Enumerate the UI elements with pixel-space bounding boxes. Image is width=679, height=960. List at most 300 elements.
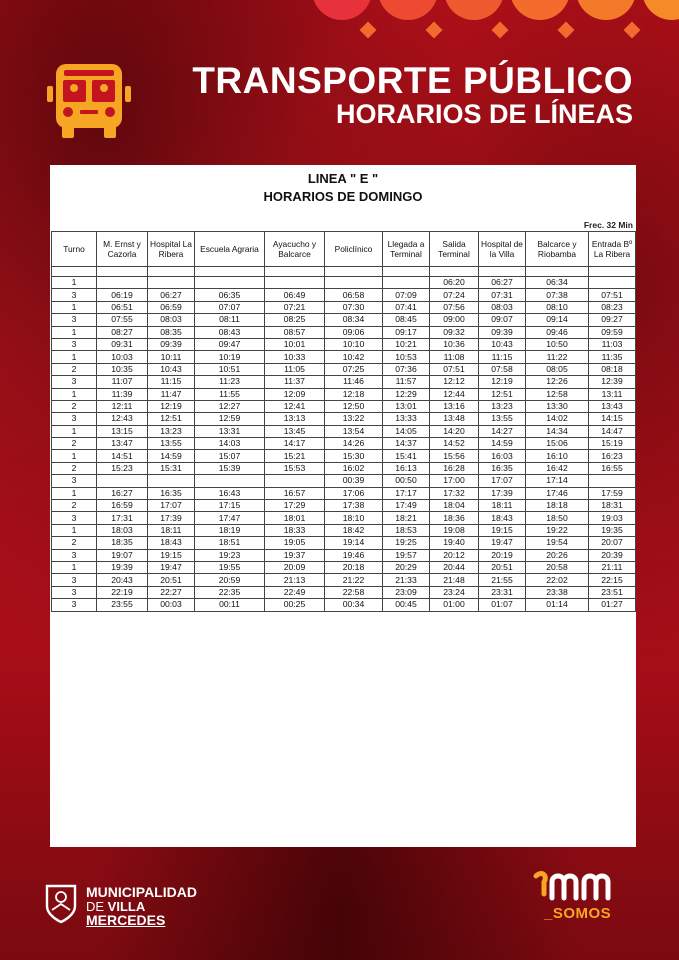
time-cell: 11:15 (148, 376, 195, 388)
time-cell: 20:58 (526, 561, 589, 573)
turno-cell: 1 (52, 326, 97, 338)
time-cell: 07:09 (383, 289, 430, 301)
time-cell: 12:43 (97, 413, 148, 425)
time-cell: 22:15 (589, 574, 636, 586)
time-cell: 10:33 (265, 351, 325, 363)
time-cell: 06:49 (265, 289, 325, 301)
turno-cell: 1 (52, 277, 97, 289)
schedule-card (50, 165, 636, 847)
turno-cell: 2 (52, 537, 97, 549)
time-cell: 14:52 (430, 438, 479, 450)
time-cell: 20:09 (265, 561, 325, 573)
municipality-seal-icon (44, 882, 78, 924)
time-cell (195, 277, 265, 289)
time-cell (148, 475, 195, 487)
time-cell: 07:25 (325, 363, 383, 375)
time-cell: 22:49 (265, 586, 325, 598)
time-cell: 12:09 (265, 388, 325, 400)
time-cell: 07:30 (325, 301, 383, 313)
time-cell: 18:33 (265, 524, 325, 536)
time-cell: 10:50 (526, 338, 589, 350)
time-cell: 12:51 (479, 388, 526, 400)
time-cell: 17:31 (97, 512, 148, 524)
empty-cell (479, 267, 526, 277)
time-cell: 14:02 (526, 413, 589, 425)
somos-logo (532, 868, 636, 928)
time-cell: 13:43 (589, 400, 636, 412)
decor-diamond (360, 22, 377, 39)
decor-circle (510, 0, 570, 20)
time-cell: 19:23 (195, 549, 265, 561)
turno-cell: 1 (52, 524, 97, 536)
time-cell: 06:27 (148, 289, 195, 301)
time-cell: 18:11 (148, 524, 195, 536)
time-cell: 19:05 (265, 537, 325, 549)
time-cell: 18:42 (325, 524, 383, 536)
time-cell: 17:39 (148, 512, 195, 524)
empty-cell (52, 267, 97, 277)
time-cell: 07:51 (589, 289, 636, 301)
turno-cell: 3 (52, 413, 97, 425)
time-cell (383, 277, 430, 289)
column-header: Hospital de la Villa (479, 232, 526, 267)
time-cell: 21:33 (383, 574, 430, 586)
time-cell: 09:39 (148, 338, 195, 350)
time-cell: 18:04 (430, 500, 479, 512)
column-header: Llegada a Terminal (383, 232, 430, 267)
time-cell (325, 277, 383, 289)
time-cell: 16:59 (97, 500, 148, 512)
table-row (52, 338, 636, 350)
time-cell: 13:30 (526, 400, 589, 412)
time-cell: 11:15 (479, 351, 526, 363)
frequency-label: Frec. 32 Min (583, 220, 633, 230)
time-cell: 10:11 (148, 351, 195, 363)
time-cell: 09:47 (195, 338, 265, 350)
time-cell: 12:19 (148, 400, 195, 412)
time-cell: 16:10 (526, 450, 589, 462)
time-cell: 18:53 (383, 524, 430, 536)
time-cell: 20:43 (97, 574, 148, 586)
empty-cell (97, 267, 148, 277)
time-cell: 11:35 (589, 351, 636, 363)
time-cell: 16:23 (589, 450, 636, 462)
time-cell: 09:06 (325, 326, 383, 338)
time-cell: 22:02 (526, 574, 589, 586)
time-cell: 08:57 (265, 326, 325, 338)
time-cell: 16:27 (97, 487, 148, 499)
time-cell: 19:25 (383, 537, 430, 549)
time-cell: 21:13 (265, 574, 325, 586)
time-cell: 08:25 (265, 314, 325, 326)
table-row (52, 500, 636, 512)
somos-text: SOMOS (552, 905, 612, 922)
time-cell: 19:57 (383, 549, 430, 561)
time-cell: 06:27 (479, 277, 526, 289)
time-cell: 08:03 (148, 314, 195, 326)
time-cell: 22:27 (148, 586, 195, 598)
time-cell (265, 475, 325, 487)
time-cell: 19:14 (325, 537, 383, 549)
time-cell: 19:47 (479, 537, 526, 549)
time-cell: 12:26 (526, 376, 589, 388)
time-cell: 20:59 (195, 574, 265, 586)
decor-diamond (624, 22, 641, 39)
time-cell: 06:35 (195, 289, 265, 301)
time-cell: 10:21 (383, 338, 430, 350)
time-cell: 10:01 (265, 338, 325, 350)
empty-cell (265, 267, 325, 277)
time-cell: 09:46 (526, 326, 589, 338)
time-cell: 15:31 (148, 462, 195, 474)
time-cell (97, 475, 148, 487)
table-row (52, 400, 636, 412)
empty-cell (195, 267, 265, 277)
time-cell: 19:07 (97, 549, 148, 561)
time-cell: 16:02 (325, 462, 383, 474)
time-cell: 09:39 (479, 326, 526, 338)
time-cell: 13:22 (325, 413, 383, 425)
table-row (52, 487, 636, 499)
time-cell: 14:47 (589, 425, 636, 437)
time-cell: 20:51 (148, 574, 195, 586)
time-cell: 07:55 (97, 314, 148, 326)
empty-cell (148, 267, 195, 277)
time-cell: 17:38 (325, 500, 383, 512)
time-cell: 07:07 (195, 301, 265, 313)
time-cell: 13:15 (97, 425, 148, 437)
time-cell: 12:19 (479, 376, 526, 388)
time-cell: 11:37 (265, 376, 325, 388)
time-cell: 11:05 (265, 363, 325, 375)
time-cell: 00:34 (325, 599, 383, 611)
time-cell: 00:39 (325, 475, 383, 487)
empty-cell (526, 267, 589, 277)
time-cell: 19:35 (589, 524, 636, 536)
time-cell: 20:39 (589, 549, 636, 561)
table-row (52, 561, 636, 573)
turno-cell: 3 (52, 599, 97, 611)
time-cell: 15:23 (97, 462, 148, 474)
time-cell: 06:59 (148, 301, 195, 313)
time-cell: 18:43 (479, 512, 526, 524)
time-cell: 18:31 (589, 500, 636, 512)
time-cell: 01:14 (526, 599, 589, 611)
time-cell: 18:43 (148, 537, 195, 549)
time-cell: 15:30 (325, 450, 383, 462)
turno-cell: 1 (52, 450, 97, 462)
time-cell: 12:11 (97, 400, 148, 412)
time-cell: 08:11 (195, 314, 265, 326)
time-cell: 14:34 (526, 425, 589, 437)
time-cell (148, 277, 195, 289)
turno-cell: 1 (52, 561, 97, 573)
time-cell: 17:59 (589, 487, 636, 499)
column-header: Turno (52, 232, 97, 267)
time-cell: 20:26 (526, 549, 589, 561)
municipality-prefix: DE (86, 899, 108, 914)
time-cell: 14:59 (479, 438, 526, 450)
municipality-villa: VILLA (107, 899, 146, 914)
page-subtitle: HORARIOS DE LÍNEAS (335, 99, 633, 129)
time-cell: 15:19 (589, 438, 636, 450)
time-cell: 07:36 (383, 363, 430, 375)
time-cell: 17:15 (195, 500, 265, 512)
empty-cell (383, 267, 430, 277)
time-cell: 15:56 (430, 450, 479, 462)
time-cell: 14:03 (195, 438, 265, 450)
time-cell: 15:41 (383, 450, 430, 462)
turno-cell: 3 (52, 549, 97, 561)
turno-cell: 1 (52, 351, 97, 363)
time-cell: 23:24 (430, 586, 479, 598)
time-cell: 08:10 (526, 301, 589, 313)
time-cell: 01:27 (589, 599, 636, 611)
time-cell: 17:06 (325, 487, 383, 499)
time-cell: 21:55 (479, 574, 526, 586)
time-cell: 18:03 (97, 524, 148, 536)
time-cell: 23:51 (589, 586, 636, 598)
time-cell: 19:39 (97, 561, 148, 573)
time-cell: 06:58 (325, 289, 383, 301)
turno-cell: 2 (52, 400, 97, 412)
time-cell: 19:37 (265, 549, 325, 561)
time-cell: 19:47 (148, 561, 195, 573)
column-header: Salida Terminal (430, 232, 479, 267)
time-cell: 13:01 (383, 400, 430, 412)
time-cell: 21:11 (589, 561, 636, 573)
time-cell: 19:55 (195, 561, 265, 573)
time-cell: 13:54 (325, 425, 383, 437)
time-cell: 12:29 (383, 388, 430, 400)
time-cell: 12:58 (526, 388, 589, 400)
time-cell: 09:14 (526, 314, 589, 326)
time-cell: 13:11 (589, 388, 636, 400)
time-cell: 17:49 (383, 500, 430, 512)
time-cell: 23:09 (383, 586, 430, 598)
time-cell: 22:19 (97, 586, 148, 598)
decor-circle (444, 0, 504, 20)
table-row (52, 363, 636, 375)
table-row (52, 413, 636, 425)
time-cell: 17:00 (430, 475, 479, 487)
time-cell: 13:48 (430, 413, 479, 425)
time-cell: 09:59 (589, 326, 636, 338)
time-cell: 21:48 (430, 574, 479, 586)
time-cell: 09:31 (97, 338, 148, 350)
time-cell: 18:36 (430, 512, 479, 524)
table-row (52, 277, 636, 289)
time-cell: 18:21 (383, 512, 430, 524)
time-cell: 17:32 (430, 487, 479, 499)
time-cell: 11:46 (325, 376, 383, 388)
time-cell: 18:50 (526, 512, 589, 524)
turno-cell: 3 (52, 314, 97, 326)
turno-cell: 2 (52, 500, 97, 512)
time-cell: 12:39 (589, 376, 636, 388)
decor-diamond (492, 22, 509, 39)
turno-cell: 3 (52, 376, 97, 388)
time-cell: 19:08 (430, 524, 479, 536)
time-cell: 07:58 (479, 363, 526, 375)
time-cell: 14:27 (479, 425, 526, 437)
turno-cell: 1 (52, 487, 97, 499)
time-cell: 07:56 (430, 301, 479, 313)
time-cell: 08:23 (589, 301, 636, 313)
schedule-title: HORARIOS DE DOMINGO (263, 189, 423, 204)
time-cell: 06:34 (526, 277, 589, 289)
time-cell: 16:57 (265, 487, 325, 499)
time-cell: 10:19 (195, 351, 265, 363)
decor-circle (312, 0, 372, 20)
time-cell: 18:35 (97, 537, 148, 549)
table-row (52, 326, 636, 338)
time-cell: 22:58 (325, 586, 383, 598)
time-cell: 18:19 (195, 524, 265, 536)
page-title: TRANSPORTE PÚBLICO (192, 60, 633, 101)
somos-word: _SOMOS (544, 905, 612, 922)
column-header: M. Ernst y Cazorla (97, 232, 148, 267)
time-cell: 12:50 (325, 400, 383, 412)
time-cell: 17:39 (479, 487, 526, 499)
time-cell: 13:55 (148, 438, 195, 450)
time-cell: 21:22 (325, 574, 383, 586)
time-cell: 15:53 (265, 462, 325, 474)
time-cell: 00:50 (383, 475, 430, 487)
time-cell: 20:44 (430, 561, 479, 573)
turno-cell: 2 (52, 462, 97, 474)
time-cell: 08:45 (383, 314, 430, 326)
table-row (52, 438, 636, 450)
line-title: LINEA " E " (307, 171, 379, 186)
table-row (52, 524, 636, 536)
time-cell: 15:39 (195, 462, 265, 474)
time-cell (589, 475, 636, 487)
time-cell: 13:55 (479, 413, 526, 425)
empty-cell (325, 267, 383, 277)
time-cell: 09:00 (430, 314, 479, 326)
time-cell: 13:47 (97, 438, 148, 450)
time-cell: 10:36 (430, 338, 479, 350)
time-cell: 07:24 (430, 289, 479, 301)
time-cell: 12:12 (430, 376, 479, 388)
time-cell: 13:23 (479, 400, 526, 412)
time-cell: 14:05 (383, 425, 430, 437)
time-cell: 23:31 (479, 586, 526, 598)
column-header: Balcarce y Riobamba (526, 232, 589, 267)
time-cell: 14:26 (325, 438, 383, 450)
column-header: Policlínico (325, 232, 383, 267)
time-cell: 15:21 (265, 450, 325, 462)
time-cell: 19:22 (526, 524, 589, 536)
time-cell (97, 277, 148, 289)
table-row (52, 425, 636, 437)
somos-mark-icon (532, 868, 636, 908)
time-cell: 09:32 (430, 326, 479, 338)
municipality-name-line1: MUNICIPALIDAD (86, 884, 197, 900)
time-cell: 10:03 (97, 351, 148, 363)
time-cell: 11:08 (430, 351, 479, 363)
column-header: Escuela Agraria (195, 232, 265, 267)
time-cell: 17:29 (265, 500, 325, 512)
time-cell: 20:19 (479, 549, 526, 561)
time-cell: 19:54 (526, 537, 589, 549)
time-cell: 16:13 (383, 462, 430, 474)
time-cell: 09:07 (479, 314, 526, 326)
time-cell: 06:20 (430, 277, 479, 289)
time-cell: 22:35 (195, 586, 265, 598)
time-cell: 08:43 (195, 326, 265, 338)
time-cell: 19:40 (430, 537, 479, 549)
time-cell: 16:55 (589, 462, 636, 474)
time-cell: 15:06 (526, 438, 589, 450)
column-header: Entrada Bº La Ribera (589, 232, 636, 267)
time-cell: 10:10 (325, 338, 383, 350)
decor-circle (378, 0, 438, 20)
time-cell: 12:51 (148, 413, 195, 425)
table-row (52, 512, 636, 524)
time-cell: 14:17 (265, 438, 325, 450)
time-cell: 06:19 (97, 289, 148, 301)
time-cell: 11:57 (383, 376, 430, 388)
time-cell: 07:38 (526, 289, 589, 301)
time-cell: 20:12 (430, 549, 479, 561)
time-cell: 20:18 (325, 561, 383, 573)
table-row (52, 314, 636, 326)
turno-cell: 3 (52, 338, 97, 350)
time-cell: 09:27 (589, 314, 636, 326)
time-cell: 20:29 (383, 561, 430, 573)
time-cell: 13:31 (195, 425, 265, 437)
time-cell: 23:38 (526, 586, 589, 598)
time-cell: 11:07 (97, 376, 148, 388)
decor-circle (642, 0, 679, 20)
time-cell: 14:15 (589, 413, 636, 425)
time-cell: 20:51 (479, 561, 526, 573)
time-cell: 14:59 (148, 450, 195, 462)
table-row (52, 537, 636, 549)
time-cell (265, 277, 325, 289)
turno-cell: 2 (52, 363, 97, 375)
time-cell: 17:17 (383, 487, 430, 499)
time-cell: 12:41 (265, 400, 325, 412)
turno-cell: 3 (52, 586, 97, 598)
table-row (52, 462, 636, 474)
time-cell: 18:10 (325, 512, 383, 524)
time-cell: 07:21 (265, 301, 325, 313)
table-row (52, 599, 636, 611)
time-cell: 19:15 (148, 549, 195, 561)
time-cell: 00:11 (195, 599, 265, 611)
municipality-name-line3: MERCEDES (86, 912, 166, 928)
column-header: Hospital La Ribera (148, 232, 195, 267)
time-cell (589, 277, 636, 289)
table-row (52, 549, 636, 561)
time-cell: 01:07 (479, 599, 526, 611)
time-cell: 17:46 (526, 487, 589, 499)
table-row (52, 574, 636, 586)
empty-cell (430, 267, 479, 277)
spacer-row (52, 267, 636, 277)
time-cell: 12:59 (195, 413, 265, 425)
table-row (52, 289, 636, 301)
time-cell: 16:28 (430, 462, 479, 474)
turno-cell: 3 (52, 574, 97, 586)
empty-cell (589, 267, 636, 277)
time-cell: 07:51 (430, 363, 479, 375)
table-row (52, 586, 636, 598)
time-cell: 18:11 (479, 500, 526, 512)
